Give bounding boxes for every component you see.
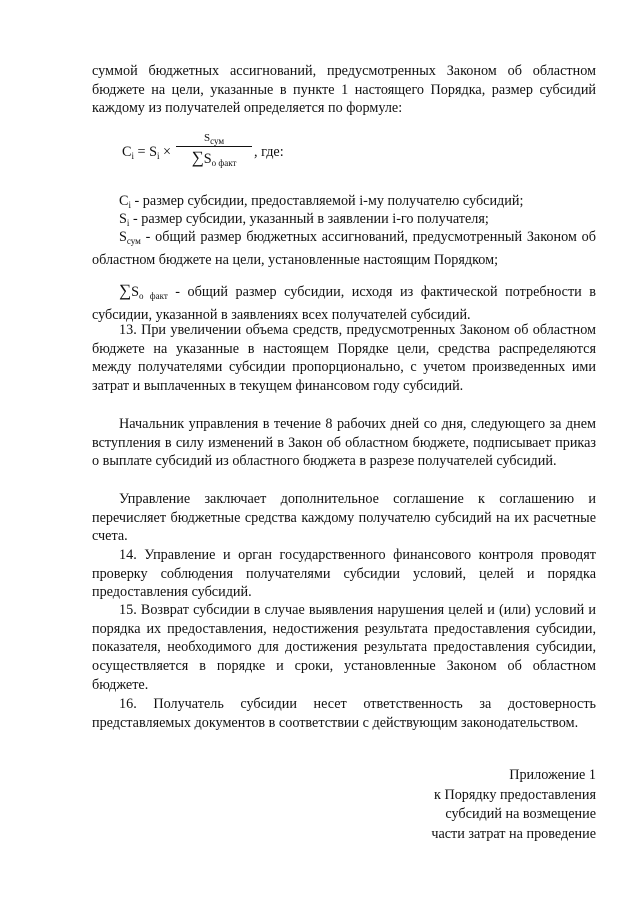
paragraph-management: Управление заключает дополнительное соглашение к соглашению и перечисляет бюджетные средства каждому получателю субсидий на их расчетные счета.	[92, 491, 596, 545]
appendix-heading	[336, 766, 596, 844]
appendix-line-4: части затрат на проведение	[431, 825, 596, 842]
fraction-bar	[176, 146, 252, 147]
definition-s: $S_i$ - размер субсидии, указанный в заявлении i-го получателя;	[119, 211, 489, 228]
formula-denominator: $\sum S_{о факт}$	[191, 148, 237, 168]
paragraph-13: 13. При увеличении объема средств, предусмотренных Законом об областном бюджете на указанные в настоящем Порядке цели, средства распределяются между получателями субсидии пропорционально, с учетом произведенных ими затрат и выплаченных в текущем финансовом году субсидий.	[92, 322, 596, 395]
appendix-line-2: к Порядку предоставления	[434, 786, 596, 803]
formula-tail: , где:	[254, 144, 284, 160]
paragraph-15: 15. Возврат субсидии в случае выявления нарушения целей и (или) условий и порядка их предоставления, недостижения результата предоставления субсидии, показателя, необходимого для достижения результата предоставления субсидии, осуществляется в порядке и сроки, установленные Законом об областном бюджете.	[92, 602, 596, 693]
definition-ssum: $S_{сум}$ - общий размер бюджетных ассигнований, предусмотренный Законом об областном бюджете на цели, установленные настоящим Порядком;	[92, 229, 596, 268]
appendix-line-1: Приложение 1	[509, 767, 596, 783]
definition-sfact: $\sum S_{о факт}$ - общий размер субсидии, исходя из фактической потребности в субсидии, указанной в заявлениях всех получателей субсидий.	[92, 281, 596, 323]
subsidy-formula	[122, 132, 322, 176]
appendix-line-3: субсидий на возмещение	[445, 806, 596, 822]
paragraph-14: 14. Управление и орган государственного финансового контроля проводят проверку соблюдения получателями субсидии условий, целей и порядка предоставления субсидий.	[92, 547, 596, 601]
formula-lhs: $C_i = S_i$ ×	[122, 144, 172, 161]
paragraph-chief: Начальник управления в течение 8 рабочих дней со дня, следующего за днем вступления в силу изменений в Закон об областном бюджете, подписывает приказ о выплате субсидий из областного бюджета в разрезе получателей субсидий.	[92, 416, 596, 470]
paragraph-intro: суммой бюджетных ассигнований, предусмотренных Законом об областном бюджете на цели, указанные в пункте 1 настоящего Порядка, размер субсидий каждому из получателей определяется по формуле:	[92, 63, 596, 117]
paragraph-16: 16. Получатель субсидии несет ответственность за достоверность представляемых документов в соответствии с действующим законодательством.	[92, 696, 596, 731]
formula-numerator: $S_{сум}$	[203, 132, 225, 146]
definition-c: $C_i$ - размер субсидии, предоставляемой i-му получателю субсидий;	[119, 193, 524, 210]
